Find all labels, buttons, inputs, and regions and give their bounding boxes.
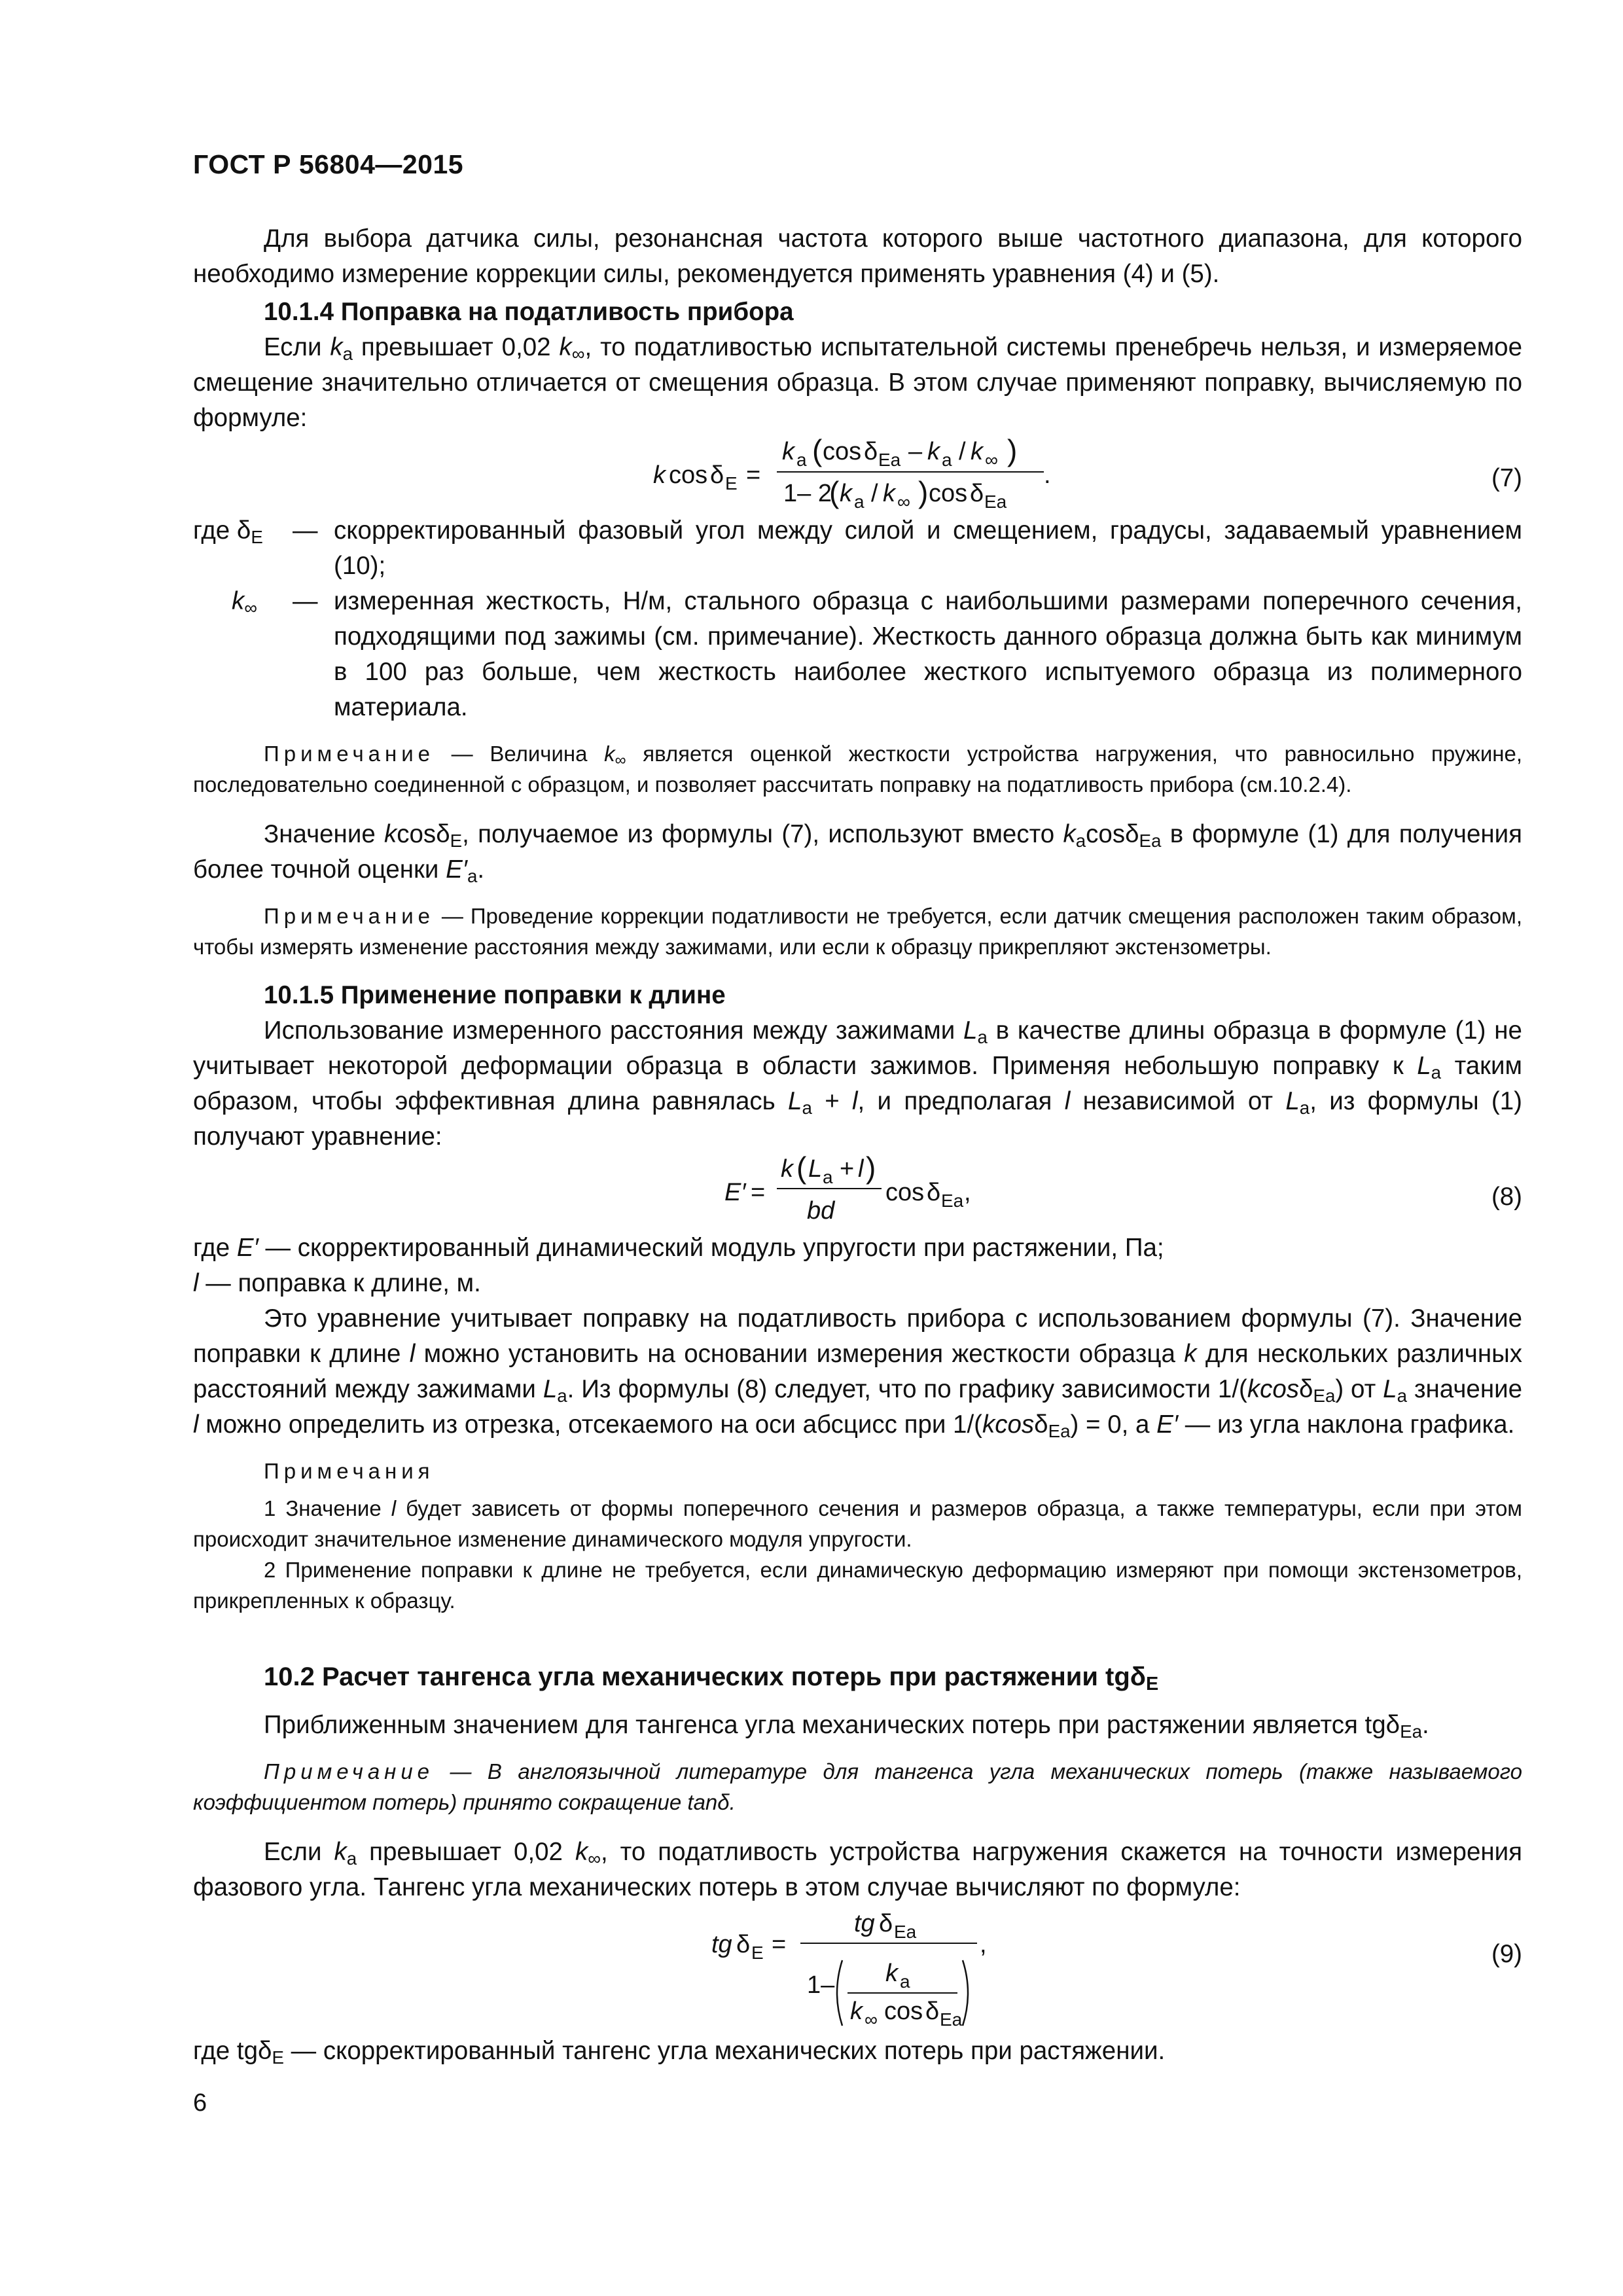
note-compliance-not-required: Примечание — Проведение коррекции податливости не требуется, если датчик смещения расположен таким образом, чтобы измерять изменение расстояния между зажимами, или если к образцу прикрепляют экстензометры. <box>193 904 1522 959</box>
definition-delta-e-label: где $\delta_E$ <box>193 516 263 547</box>
formula-7 <box>193 436 1522 514</box>
paragraph-length-determination: Это уравнение учитывает поправку на податливость прибора с использованием формулы (7). Значение поправки к длине l можно установить на основании измерения жесткости образца k для нескольких различных расстояний между зажимами $L_a$. Из формулы (8) следует, что по графику зависимости 1/(kcosδ$_{Ea}$) от $L_a$ значение l можно определить из отрезка, отсекаемого на оси абсцисс при 1/(kcosδ$_{Ea}$) = 0, а E′ — из угла наклона графика. <box>193 1304 1523 1441</box>
formula-9-graphic <box>193 1909 1306 2034</box>
svg-text:k: k <box>883 480 895 507</box>
svg-text:δ: δ <box>970 480 984 507</box>
page-number: 6 <box>193 2089 207 2117</box>
note-tan-delta: Примечание — В англоязычной литературе для тангенса угла механических потерь (также называемого коэффициентом потерь) принято сокращение tanδ. <box>193 1759 1522 1814</box>
paragraph-force-sensor: Для выбора датчика силы, резонансная частота которого выше частотного диапазона, для которого необходимо измерение коррекции силы, рекомендуется применять уравнения (4) и (5). <box>193 224 1522 288</box>
svg-text:k: k <box>850 1998 863 2025</box>
svg-text:E′: E′ <box>724 1179 746 1206</box>
section-10-2-heading: 10.2 Расчет тангенса угла механических потерь при растяжении tgδ$_E$ <box>264 1662 1159 1695</box>
svg-text:∞: ∞ <box>985 450 998 470</box>
paragraph-length-correction: Использование измеренного расстояния между зажимами $L_a$ в качестве длины образца в формуле (1) не учитывает некоторой деформации образца в области зажимов. Применяя небольшую поправку к $L_a$ таким образом, чтобы эффективная длина равнялась $L_a + l$, и предполагая l независимой от $L_a$, из формулы (1) получают уравнение: <box>193 1016 1523 1151</box>
document-body <box>193 221 1522 2069</box>
svg-text:l: l <box>858 1155 864 1183</box>
svg-text:Ea: Ea <box>894 1922 917 1942</box>
section-10-1-5-heading: 10.1.5 Применение поправки к длине <box>264 981 726 1009</box>
definition-k-inf-label: $k_\infty$ <box>231 587 257 618</box>
formula-7-number: (7) <box>1491 464 1522 492</box>
standard-header: ГОСТ Р 56804—2015 <box>193 149 464 179</box>
note-k-inf: Примечание — Величина $k_\infty$ является оценкой жесткости устройства нагружения, что равносильно пружине, последовательно соединенной с образцом, и позволяет рассчитать поправку на податливость прибора (см.10.2.4). <box>193 742 1522 797</box>
svg-text:(: ( <box>796 1155 807 1185</box>
svg-text:(: ( <box>829 475 840 509</box>
definition-e-prime: где E′ — скорректированный динамический модуль упругости при растяжении, Па; <box>193 1234 1164 1262</box>
svg-text:Ea: Ea <box>984 492 1007 512</box>
svg-text:=: = <box>746 461 761 489</box>
paragraph-tangent-approx: Приближенным значением для тангенса угла механических потерь при растяжении является tgδ$_{Ea}$. <box>264 1711 1429 1742</box>
svg-text:tg: tg <box>854 1910 875 1937</box>
svg-text:/: / <box>871 480 878 507</box>
paragraph-compliance-intro: Если $k_a$ превышает 0,02 $k_\infty$, то податливостью испытательной системы пренебречь нельзя, и измеряемое смещение значительно отличается от смещения образца. В этом случае применяют поправку, вычисляемую по формуле: <box>193 333 1522 432</box>
formula-9-number: (9) <box>1491 1940 1522 1968</box>
svg-text:/: / <box>959 438 966 465</box>
svg-text:δ: δ <box>927 1179 941 1206</box>
definition-k-inf: $k_\infty$ — измеренная жесткость, Н/м, стального образца с наибольшими размерами поперечного сечения, подходящими под зажимы (см. примечание). Жесткость данного образца должна быть как минимум в 100 раз больше, чем жесткость наиболее жесткого испытуемого образца из полимерного материала. <box>193 584 1522 725</box>
svg-text:cos: cos <box>884 1998 923 2025</box>
formula-9 <box>193 1909 1522 2034</box>
svg-text:cos: cos <box>669 461 708 489</box>
svg-text:tg: tg <box>711 1931 732 1958</box>
svg-text:a: a <box>796 450 807 470</box>
definition-k-inf-text: измеренная жесткость, Н/м, стального образца с наибольшими размерами поперечного сечения, подходящими под зажимы (см. примечание). Жесткость данного образца должна быть как минимум в 100 раз больше, чем жесткость наиболее жесткого испытуемого образца из полимерного материала. <box>334 587 1522 721</box>
svg-text:δ: δ <box>710 461 724 489</box>
svg-text:L: L <box>808 1155 823 1183</box>
svg-text:∞: ∞ <box>897 492 910 512</box>
svg-text:k: k <box>885 1960 898 1987</box>
svg-text:a: a <box>823 1167 833 1187</box>
svg-text:a: a <box>942 450 952 470</box>
svg-text:cos: cos <box>885 1179 925 1206</box>
definition-delta-e-text: скорректированный фазовый угол между силой и смещением, градусы, задаваемый уравнением (10); <box>334 516 1522 580</box>
svg-text:E: E <box>725 473 738 493</box>
svg-text:+: + <box>840 1155 855 1183</box>
svg-text:Ea: Ea <box>940 2009 963 2030</box>
svg-text:=: = <box>751 1179 766 1206</box>
svg-text:cos: cos <box>929 480 968 507</box>
svg-text:k: k <box>653 461 666 489</box>
paragraph-kcos-usage: Значение kcosδ$_E$, получаемое из формулы (7), используют вместо $k_a\cos\delta_{Ea}$ в формуле (1) для получения более точной оценки $E'_a$. <box>193 820 1522 886</box>
definition-tg-delta-e: где tgδ$_E$ — скорректированный тангенс угла механических потерь при растяжении. <box>193 2037 1166 2068</box>
definition-list <box>193 513 1522 725</box>
note-1-length: 1 Значение l будет зависеть от формы поперечного сечения и размеров образца, а также температуры, если при этом происходит значительное изменение динамического модуля упругости. <box>193 1496 1522 1551</box>
svg-text:δ: δ <box>736 1931 751 1958</box>
section-10-1-4-heading: 10.1.4 Поправка на податливость прибора <box>264 298 794 326</box>
svg-text:bd: bd <box>807 1197 835 1225</box>
paragraph-tangent-correction: Если $k_a$ превышает 0,02 $k_\infty$, то податливость устройства нагружения скажется на точности измерения фазового угла. Тангенс угла механических потерь в этом случае вычисляют по формуле: <box>193 1838 1522 1901</box>
definition-delta-e: где $\delta_E$ — скорректированный фазовый угол между силой и смещением, градусы, задаваемый уравнением (10); <box>193 513 1522 584</box>
svg-text:a: a <box>900 1971 910 1992</box>
formula-8-graphic <box>193 1155 1306 1225</box>
svg-text:): ) <box>866 1155 876 1185</box>
svg-text:,: , <box>964 1179 971 1206</box>
svg-text:(: ( <box>812 436 823 467</box>
svg-text:1– 2: 1– 2 <box>783 480 832 507</box>
svg-text:k: k <box>782 438 794 465</box>
note-2-extensometers: 2 Применение поправки к длине не требуется, если динамическую деформацию измеряют при помощи экстензометров, прикрепленных к образцу. <box>193 1558 1522 1613</box>
svg-text:k: k <box>971 438 983 465</box>
notes-label: Примечания <box>264 1459 435 1483</box>
svg-text:a: a <box>854 492 865 512</box>
svg-text:.: . <box>1044 461 1051 489</box>
svg-text:E: E <box>751 1943 764 1963</box>
formula-8 <box>193 1155 1522 1225</box>
svg-text:–: – <box>908 438 923 465</box>
svg-text:=: = <box>772 1931 787 1958</box>
svg-text:k: k <box>840 480 852 507</box>
definition-l: l — поправка к длине, м. <box>193 1269 481 1297</box>
formula-8-number: (8) <box>1491 1183 1522 1211</box>
svg-text:k: k <box>927 438 940 465</box>
svg-text:δ: δ <box>879 1910 893 1937</box>
svg-text:k: k <box>781 1155 793 1183</box>
svg-text:Ea: Ea <box>941 1191 964 1211</box>
svg-text:): ) <box>918 475 929 509</box>
svg-text:∞: ∞ <box>865 2009 878 2030</box>
svg-text:Ea: Ea <box>878 450 901 470</box>
svg-text:δ: δ <box>864 438 878 465</box>
svg-text:cos: cos <box>823 438 862 465</box>
svg-text:δ: δ <box>925 1998 940 2025</box>
svg-text:): ) <box>1007 436 1018 467</box>
formula-7-graphic <box>193 436 1306 514</box>
svg-text:1–: 1– <box>807 1971 835 1999</box>
svg-text:,: , <box>980 1931 987 1958</box>
